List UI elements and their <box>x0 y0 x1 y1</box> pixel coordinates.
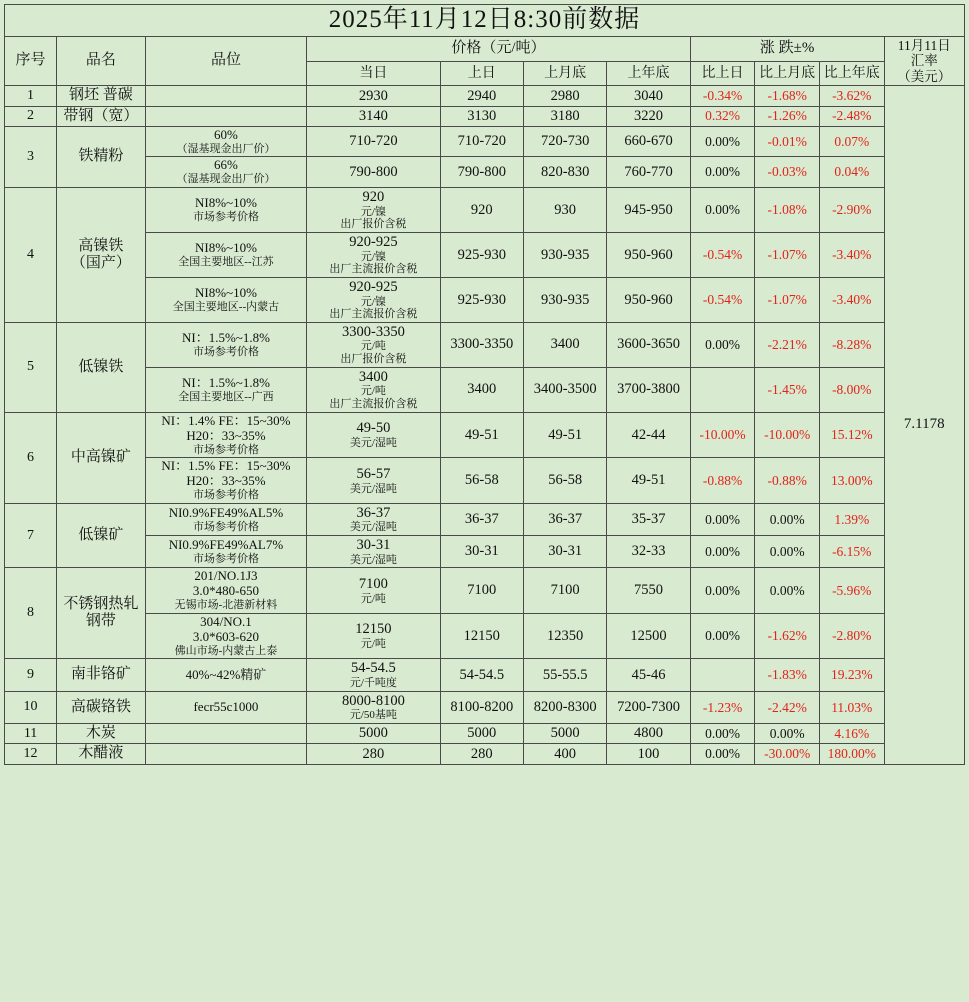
cell-change-year: -3.40% <box>819 232 884 277</box>
cell-seq: 8 <box>5 568 57 659</box>
spec-line-1: NI：1.5% FE：15~30% <box>161 458 291 474</box>
cell-change-year: 13.00% <box>819 458 884 504</box>
product-name-line1: 不锈钢热轧 <box>63 596 139 613</box>
cell-price-prev-month: 7100 <box>523 568 606 614</box>
cell-price-today <box>307 458 440 504</box>
cell-change-month: -1.07% <box>755 277 820 322</box>
price-today-value: 5000 <box>358 725 388 742</box>
cell-grade <box>145 106 307 126</box>
cell-change-month: -0.88% <box>755 458 820 504</box>
spec-sub: 全国主要地区--内蒙古 <box>172 300 280 313</box>
cell-change-year: 0.07% <box>819 126 884 157</box>
header-grade: 品位 <box>145 36 307 86</box>
cell-price-prev-day: 925-930 <box>440 232 523 277</box>
cell-price-prev-year: 4800 <box>607 724 690 744</box>
cell-price-prev-day: 2940 <box>440 86 523 106</box>
cell-change-month: 0.00% <box>755 724 820 744</box>
cell-price-prev-day: 280 <box>440 744 523 764</box>
cell-product-name: 低镍矿 <box>57 503 146 568</box>
cell-change-day: 0.00% <box>690 724 755 744</box>
spec-sub: 市场参考价格 <box>192 443 259 456</box>
price-today-unit1: 美元/湿吨 <box>349 482 397 495</box>
cell-grade <box>145 568 307 614</box>
cell-product-name: 中高镍矿 <box>57 412 146 503</box>
price-today-value: 920-925 <box>349 233 398 250</box>
cell-change-day: -1.23% <box>690 691 755 723</box>
header-price-group: 价格（元/吨） <box>307 36 691 62</box>
cell-change-month: -1.07% <box>755 232 820 277</box>
table-row <box>5 367 965 412</box>
cell-price-prev-year: 45-46 <box>607 659 690 691</box>
cell-price-prev-month: 3180 <box>523 106 606 126</box>
cell-seq: 12 <box>5 744 57 764</box>
cell-change-day: -10.00% <box>690 412 755 458</box>
price-today-value: 56-57 <box>356 465 391 482</box>
cell-price-prev-year: 32-33 <box>607 536 690 568</box>
header-rate-line2: 汇率 <box>910 53 938 69</box>
cell-product-name: 木炭 <box>57 724 146 744</box>
cell-price-prev-month: 55-55.5 <box>523 659 606 691</box>
cell-change-year: -2.80% <box>819 613 884 659</box>
cell-price-today <box>307 613 440 659</box>
cell-price-today <box>307 157 440 188</box>
cell-change-day: 0.00% <box>690 568 755 614</box>
cell-price-prev-month: 930 <box>523 187 606 232</box>
cell-change-year: -6.15% <box>819 536 884 568</box>
spec-sub: 无锡市场-北港新材料 <box>174 599 278 612</box>
spec-line-1: 201/NO.1J3 <box>194 568 258 584</box>
cell-price-prev-month: 12350 <box>523 613 606 659</box>
cell-change-month: -1.83% <box>755 659 820 691</box>
cell-price-prev-year: 760-770 <box>607 157 690 188</box>
cell-change-year: 4.16% <box>819 724 884 744</box>
cell-grade <box>145 86 307 106</box>
cell-price-today <box>307 277 440 322</box>
cell-price-prev-year: 3040 <box>607 86 690 106</box>
cell-grade <box>145 613 307 659</box>
price-today-value: 30-31 <box>356 537 391 554</box>
price-today-unit1: 元/吨 <box>360 638 386 651</box>
cell-change-day <box>690 659 755 691</box>
price-today-value: 920-925 <box>349 278 398 295</box>
cell-change-month: -10.00% <box>755 412 820 458</box>
cell-price-prev-day: 790-800 <box>440 157 523 188</box>
header-change-year: 比上年底 <box>819 62 884 86</box>
cell-change-month: 0.00% <box>755 568 820 614</box>
price-today-value: 790-800 <box>349 163 398 180</box>
spec-main: 66% <box>214 157 238 173</box>
cell-seq: 11 <box>5 724 57 744</box>
price-today-unit1: 美元/湿吨 <box>349 553 397 566</box>
table-row <box>5 503 965 535</box>
price-today-unit1: 美元/湿吨 <box>349 436 397 449</box>
cell-price-prev-year: 3220 <box>607 106 690 126</box>
cell-change-year: 15.12% <box>819 412 884 458</box>
table-row <box>5 568 965 614</box>
cell-price-prev-day: 710-720 <box>440 126 523 157</box>
cell-change-month: -1.68% <box>755 86 820 106</box>
header-price-prev-year: 上年底 <box>607 62 690 86</box>
price-today-unit1: 元/镍 <box>360 205 386 218</box>
spec-sub: 全国主要地区--江苏 <box>178 256 274 269</box>
table-row <box>5 277 965 322</box>
spec-sub: 市场参考价格 <box>192 345 259 358</box>
table-row <box>5 412 965 458</box>
header-seq: 序号 <box>5 36 57 86</box>
cell-grade <box>145 691 307 723</box>
cell-price-prev-year: 945-950 <box>607 187 690 232</box>
table-row <box>5 691 965 723</box>
cell-price-prev-month: 720-730 <box>523 126 606 157</box>
cell-price-prev-day: 54-54.5 <box>440 659 523 691</box>
cell-price-prev-year: 950-960 <box>607 277 690 322</box>
cell-price-prev-day: 5000 <box>440 724 523 744</box>
cell-change-year: 1.39% <box>819 503 884 535</box>
cell-price-prev-day: 925-930 <box>440 277 523 322</box>
spec-sub: 市场参考价格 <box>192 489 259 502</box>
cell-seq: 6 <box>5 412 57 503</box>
table-row <box>5 724 965 744</box>
cell-change-month: -1.26% <box>755 106 820 126</box>
price-today-value: 280 <box>362 745 385 762</box>
price-today-unit1: 元/吨 <box>360 340 386 353</box>
cell-product-name: 南非铬矿 <box>57 659 146 691</box>
table-row <box>5 458 965 504</box>
spec-line-2: H20：33~35% <box>186 473 266 489</box>
spec-sub: （湿基现金出厂价） <box>176 142 276 155</box>
price-today-value: 3400 <box>358 368 388 385</box>
header-rate-group <box>884 36 964 86</box>
price-today-unit2: 出厂报价含税 <box>340 353 407 366</box>
cell-seq: 4 <box>5 187 57 322</box>
spec-line-1: NI：1.4% FE：15~30% <box>161 412 291 428</box>
spec-main: NI0.9%FE49%AL5% <box>168 504 284 520</box>
cell-price-prev-day: 36-37 <box>440 503 523 535</box>
cell-product-name: 带钢（宽） <box>57 106 146 126</box>
cell-seq: 9 <box>5 659 57 691</box>
cell-product-name <box>57 568 146 659</box>
cell-change-day: 0.00% <box>690 126 755 157</box>
cell-change-month: -2.21% <box>755 322 820 367</box>
spec-sub: 全国主要地区--广西 <box>178 390 274 403</box>
price-today-unit2: 出厂报价含税 <box>340 218 407 231</box>
cell-price-prev-month: 2980 <box>523 86 606 106</box>
price-today-value: 7100 <box>358 575 388 592</box>
cell-price-prev-day: 3300-3350 <box>440 322 523 367</box>
cell-change-month: -30.00% <box>755 744 820 764</box>
table-row <box>5 106 965 126</box>
cell-price-today <box>307 187 440 232</box>
cell-price-today <box>307 568 440 614</box>
cell-change-month: -1.45% <box>755 367 820 412</box>
cell-grade <box>145 458 307 504</box>
table-row <box>5 157 965 188</box>
cell-price-prev-month: 30-31 <box>523 536 606 568</box>
price-today-unit1: 美元/湿吨 <box>349 521 397 534</box>
cell-change-year: -8.28% <box>819 322 884 367</box>
cell-grade <box>145 157 307 188</box>
cell-price-prev-day: 49-51 <box>440 412 523 458</box>
header-price-today: 当日 <box>307 62 440 86</box>
cell-grade <box>145 536 307 568</box>
spec-main: NI8%~10% <box>194 195 257 211</box>
cell-product-name: 高碳铬铁 <box>57 691 146 723</box>
cell-change-year: -3.40% <box>819 277 884 322</box>
cell-price-prev-day: 56-58 <box>440 458 523 504</box>
price-today-value: 2930 <box>358 87 388 104</box>
header-price-prev-day: 上日 <box>440 62 523 86</box>
spec-sub: 市场参考价格 <box>192 520 259 533</box>
cell-change-day: 0.00% <box>690 536 755 568</box>
cell-price-prev-year: 3600-3650 <box>607 322 690 367</box>
cell-price-today <box>307 86 440 106</box>
cell-price-prev-year: 49-51 <box>607 458 690 504</box>
cell-change-year: -2.90% <box>819 187 884 232</box>
spec-main: 40%~42%精矿 <box>185 666 267 682</box>
cell-price-prev-year: 7200-7300 <box>607 691 690 723</box>
price-today-value: 8000-8100 <box>341 692 405 709</box>
cell-price-prev-month: 5000 <box>523 724 606 744</box>
price-today-value: 3300-3350 <box>341 323 405 340</box>
price-today-unit1: 元/镍 <box>360 295 386 308</box>
price-today-unit2: 出厂主流报价含税 <box>329 398 418 411</box>
price-today-unit1: 元/吨 <box>360 592 386 605</box>
cell-price-prev-day: 30-31 <box>440 536 523 568</box>
cell-grade <box>145 187 307 232</box>
cell-price-today <box>307 106 440 126</box>
price-today-value: 920 <box>362 188 385 205</box>
cell-price-today <box>307 536 440 568</box>
cell-price-today <box>307 503 440 535</box>
spec-main: NI8%~10% <box>194 240 257 256</box>
cell-change-day: -0.88% <box>690 458 755 504</box>
cell-change-day: 0.00% <box>690 322 755 367</box>
spec-line-2: H20：33~35% <box>186 427 266 443</box>
cell-price-prev-year: 35-37 <box>607 503 690 535</box>
spec-line-1: 304/NO.1 <box>200 613 252 629</box>
price-today-unit1: 元/千吨度 <box>349 677 397 690</box>
price-today-value: 49-50 <box>356 420 391 437</box>
cell-change-year: -5.96% <box>819 568 884 614</box>
spec-main: 60% <box>214 126 238 142</box>
price-today-unit1: 元/50基吨 <box>349 709 397 722</box>
cell-price-today <box>307 744 440 764</box>
price-today-value: 36-37 <box>356 504 391 521</box>
cell-grade <box>145 126 307 157</box>
spec-main: NI：1.5%~1.8% <box>181 374 270 390</box>
cell-price-prev-month: 820-830 <box>523 157 606 188</box>
spec-sub: 市场参考价格 <box>192 552 259 565</box>
cell-price-prev-month: 930-935 <box>523 232 606 277</box>
cell-seq: 1 <box>5 86 57 106</box>
cell-change-month: -1.62% <box>755 613 820 659</box>
cell-change-day: -0.54% <box>690 277 755 322</box>
cell-price-prev-year: 7550 <box>607 568 690 614</box>
table-row <box>5 126 965 157</box>
cell-price-today <box>307 412 440 458</box>
cell-price-prev-day: 7100 <box>440 568 523 614</box>
cell-change-day: 0.00% <box>690 187 755 232</box>
header-row-1 <box>5 36 965 62</box>
cell-seq: 7 <box>5 503 57 568</box>
header-rate-line3: （美元） <box>897 68 952 84</box>
spec-main: NI8%~10% <box>194 285 257 301</box>
table-row <box>5 232 965 277</box>
cell-price-prev-year: 660-670 <box>607 126 690 157</box>
table-row <box>5 659 965 691</box>
cell-grade <box>145 232 307 277</box>
cell-price-prev-day: 8100-8200 <box>440 691 523 723</box>
table-row <box>5 322 965 367</box>
cell-change-month: 0.00% <box>755 536 820 568</box>
cell-change-month: -2.42% <box>755 691 820 723</box>
spec-main: NI：1.5%~1.8% <box>181 330 270 345</box>
cell-price-today <box>307 659 440 691</box>
spec-main: fecr55c1000 <box>193 698 259 714</box>
product-name-line2: 钢带 <box>85 613 116 630</box>
cell-change-year: 0.04% <box>819 157 884 188</box>
cell-change-day: 0.00% <box>690 157 755 188</box>
spec-line-2: 3.0*603-620 <box>192 628 259 644</box>
cell-grade <box>145 277 307 322</box>
cell-change-day: -0.54% <box>690 232 755 277</box>
product-name-line2: （国产） <box>70 254 131 271</box>
header-change-month: 比上月底 <box>755 62 820 86</box>
product-name-line1: 高镍铁 <box>78 237 124 254</box>
table-row <box>5 536 965 568</box>
cell-price-prev-day: 3130 <box>440 106 523 126</box>
cell-change-year: -3.62% <box>819 86 884 106</box>
spec-sub: 佛山市场-内蒙古上泰 <box>174 644 278 657</box>
cell-change-day <box>690 367 755 412</box>
cell-change-month: -0.01% <box>755 126 820 157</box>
cell-price-prev-month: 8200-8300 <box>523 691 606 723</box>
cell-change-day: 0.00% <box>690 744 755 764</box>
cell-product-name: 低镍铁 <box>57 322 146 412</box>
cell-product-name: 木醋液 <box>57 744 146 764</box>
header-change-group: 涨 跌±% <box>690 36 884 62</box>
cell-price-prev-year: 100 <box>607 744 690 764</box>
header-price-prev-month: 上月底 <box>523 62 606 86</box>
header-rate-line1: 11月11日 <box>897 37 951 53</box>
cell-change-year: 11.03% <box>819 691 884 723</box>
cell-product-name: 钢坯 普碳 <box>57 86 146 106</box>
cell-change-month: 0.00% <box>755 503 820 535</box>
cell-change-year: -8.00% <box>819 367 884 412</box>
spec-sub: 市场参考价格 <box>192 211 259 224</box>
cell-exchange-rate: 7.1178 <box>884 86 964 764</box>
cell-change-year: 180.00% <box>819 744 884 764</box>
cell-change-month: -0.03% <box>755 157 820 188</box>
cell-price-prev-month: 930-935 <box>523 277 606 322</box>
cell-grade <box>145 503 307 535</box>
spec-line-2: 3.0*480-650 <box>192 583 259 599</box>
table-row <box>5 86 965 106</box>
price-today-unit2: 出厂主流报价含税 <box>329 263 418 276</box>
cell-seq: 2 <box>5 106 57 126</box>
cell-product-name: 铁精粉 <box>57 126 146 187</box>
cell-price-prev-day: 920 <box>440 187 523 232</box>
title-row <box>5 5 965 37</box>
cell-change-year: -2.48% <box>819 106 884 126</box>
spec-main: NI0.9%FE49%AL7% <box>168 536 284 552</box>
cell-price-prev-month: 400 <box>523 744 606 764</box>
cell-price-today <box>307 724 440 744</box>
price-table <box>4 4 965 765</box>
cell-grade <box>145 744 307 764</box>
cell-seq: 10 <box>5 691 57 723</box>
cell-seq: 3 <box>5 126 57 187</box>
cell-change-day: 0.00% <box>690 503 755 535</box>
cell-grade <box>145 322 307 367</box>
cell-price-today <box>307 367 440 412</box>
table-row <box>5 187 965 232</box>
header-product: 品名 <box>57 36 146 86</box>
price-today-value: 710-720 <box>349 133 398 150</box>
cell-change-day: 0.32% <box>690 106 755 126</box>
cell-price-today <box>307 232 440 277</box>
cell-grade <box>145 724 307 744</box>
spec-sub: （湿基现金出厂价） <box>176 173 276 186</box>
cell-price-prev-month: 36-37 <box>523 503 606 535</box>
cell-price-today <box>307 691 440 723</box>
cell-price-prev-year: 950-960 <box>607 232 690 277</box>
price-today-value: 12150 <box>355 621 392 638</box>
header-change-day: 比上日 <box>690 62 755 86</box>
cell-change-day: -0.34% <box>690 86 755 106</box>
cell-change-day: 0.00% <box>690 613 755 659</box>
cell-product-name <box>57 187 146 322</box>
cell-change-year: 19.23% <box>819 659 884 691</box>
table-row <box>5 744 965 764</box>
price-today-value: 54-54.5 <box>351 660 396 677</box>
cell-price-prev-month: 3400 <box>523 322 606 367</box>
price-today-value: 3140 <box>358 107 388 124</box>
cell-price-today <box>307 126 440 157</box>
cell-price-prev-year: 42-44 <box>607 412 690 458</box>
price-today-unit1: 元/吨 <box>360 385 386 398</box>
cell-grade <box>145 412 307 458</box>
cell-price-prev-day: 12150 <box>440 613 523 659</box>
cell-grade <box>145 659 307 691</box>
cell-seq: 5 <box>5 322 57 412</box>
cell-price-today <box>307 322 440 367</box>
price-today-unit2: 出厂主流报价含税 <box>329 308 418 321</box>
cell-price-prev-month: 3400-3500 <box>523 367 606 412</box>
cell-price-prev-year: 3700-3800 <box>607 367 690 412</box>
cell-grade <box>145 367 307 412</box>
cell-price-prev-month: 56-58 <box>523 458 606 504</box>
price-today-unit1: 元/镍 <box>360 250 386 263</box>
cell-price-prev-year: 12500 <box>607 613 690 659</box>
cell-price-prev-month: 49-51 <box>523 412 606 458</box>
page-title: 2025年11月12日8:30前数据 <box>5 5 965 37</box>
cell-change-month: -1.08% <box>755 187 820 232</box>
cell-price-prev-day: 3400 <box>440 367 523 412</box>
table-row <box>5 613 965 659</box>
